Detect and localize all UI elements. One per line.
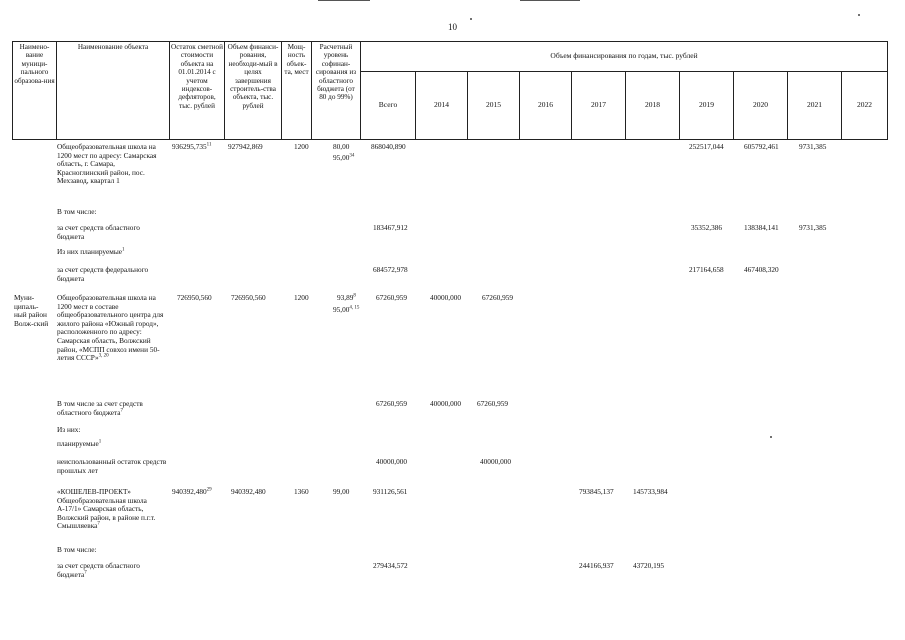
total-value: 183467,912 [373, 223, 408, 232]
cofinancing-level: 95,00$^{4, 15}$ [333, 305, 360, 314]
row-label: В том числе за счет средств областного бюджета$^7$ [57, 399, 143, 417]
object-name: Общеобразовательная школа на 1200 мест в составе общеобразовательного центра для жилого района «Южный город», расположенного по адресу: Самарская область, Волжский район, «МСПП совхоз имени 50-летия СССР»$^{3, 20}$ [57, 293, 164, 363]
header-total: Всего [361, 72, 416, 140]
page-number: 10 [448, 22, 457, 32]
header-year: 2021 [788, 72, 842, 140]
remaining-cost: 940392,480$^{29}$ [172, 487, 212, 496]
total-value: 40000,000 [376, 457, 408, 466]
row-label: за счет средств федерального бюджета [57, 265, 149, 283]
year-value: 467408,320 [744, 265, 779, 274]
year-value: 252517,044 [689, 142, 724, 151]
total-value: 67260,959 [376, 293, 408, 302]
year-value: 605792,461 [744, 142, 779, 151]
total-value: 279434,572 [373, 561, 408, 570]
required-financing: 940392,480 [231, 487, 266, 496]
header-table [12, 41, 888, 140]
header-financing-by-year: Объем финансирования по годам, тыс. рублей [361, 42, 888, 72]
municipality-name: Муни-ципаль-ный район Волж-ский [14, 293, 49, 328]
header-required-financing: Объем финанси-рования, необходи-мый в целях завершения строитель-ства объекта, тыс. рублей [225, 42, 282, 140]
scan-speck [858, 14, 860, 16]
year-value: 43720,195 [633, 561, 665, 570]
remaining-cost: 726950,560 [177, 293, 212, 302]
year-value: 217164,658 [689, 265, 724, 274]
scan-speck [470, 18, 472, 20]
year-value: 145733,984 [633, 487, 668, 496]
row-label: Из них планируемые$^1$ [57, 247, 125, 256]
header-year: 2016 [520, 72, 572, 140]
header-municipality: Наимено-вание муници-пального образова-ния [13, 42, 57, 140]
header-cofinancing-level: Расчетный уровень софинан-сирования из областного бюджета (от 80 до 99%) [312, 42, 361, 140]
required-financing: 726950,560 [231, 293, 266, 302]
cofinancing-level: 80,00 [333, 142, 350, 151]
row-label: Из них: [57, 425, 81, 434]
capacity: 1360 [294, 487, 309, 496]
row-label: за счет средств областного бюджета [57, 223, 140, 241]
header-year: 2022 [842, 72, 888, 140]
row-label: неиспользованный остаток средств прошлых лет [57, 457, 167, 475]
object-name: Общеобразовательная школа на 1200 мест по адресу: Самарская область, г. Самара, Красноглинский район, пос. Мехзавод, квартал 1 [57, 142, 157, 186]
header-year: 2017 [572, 72, 626, 140]
year-value: 138384,141 [744, 223, 779, 232]
scan-speck [770, 436, 772, 438]
row-label: В том числе: [57, 545, 97, 554]
header-year: 2014 [416, 72, 468, 140]
remaining-cost: 936295,735$^{11}$ [172, 142, 212, 151]
top-rule-right [520, 0, 580, 1]
cofinancing-level: 99,00 [333, 487, 350, 496]
total-value: 684572,978 [373, 265, 408, 274]
capacity: 1200 [294, 293, 309, 302]
year-value: 9731,385 [799, 142, 827, 151]
header-year: 2020 [734, 72, 788, 140]
year-value: 40000,000 [430, 293, 462, 302]
year-value: 67260,959 [477, 399, 509, 408]
total-value: 931126,561 [373, 487, 408, 496]
object-name: «КОШЕЛЕВ-ПРОЕКТ» Общеобразовательная школа А-17/1» Самарская область, Волжский район, в районе п.г.т. Смышляевка$^7$ [57, 487, 156, 531]
total-value: 67260,959 [376, 399, 408, 408]
year-value: 67260,959 [482, 293, 514, 302]
row-label: за счет средств областного бюджета$^7$ [57, 561, 140, 579]
top-rule-left [318, 0, 370, 1]
year-value: 244166,937 [579, 561, 614, 570]
year-value: 35352,386 [691, 223, 723, 232]
header-year: 2019 [680, 72, 734, 140]
row-label: В том числе: [57, 207, 97, 216]
capacity: 1200 [294, 142, 309, 151]
header-year: 2015 [468, 72, 520, 140]
year-value: 9731,385 [799, 223, 827, 232]
total-value: 868040,890 [371, 142, 406, 151]
cofinancing-level: 93,89$^8$ [337, 293, 356, 302]
year-value: 40000,000 [480, 457, 512, 466]
cofinancing-level: 95,00$^{34}$ [333, 153, 355, 162]
row-label: планируемые$^1$ [57, 439, 102, 448]
header-capacity: Мощ-ность объек-та, мест [282, 42, 312, 140]
year-value: 793845,137 [579, 487, 614, 496]
header-object: Наименование объекта [57, 42, 170, 140]
header-year: 2018 [626, 72, 680, 140]
year-value: 40000,000 [430, 399, 462, 408]
required-financing: 927942,869 [228, 142, 263, 151]
header-remaining-cost: Остаток сметной стоимости объекта на 01.01.2014 с учетом индексов-дефляторов, тыс. рублей [170, 42, 225, 140]
